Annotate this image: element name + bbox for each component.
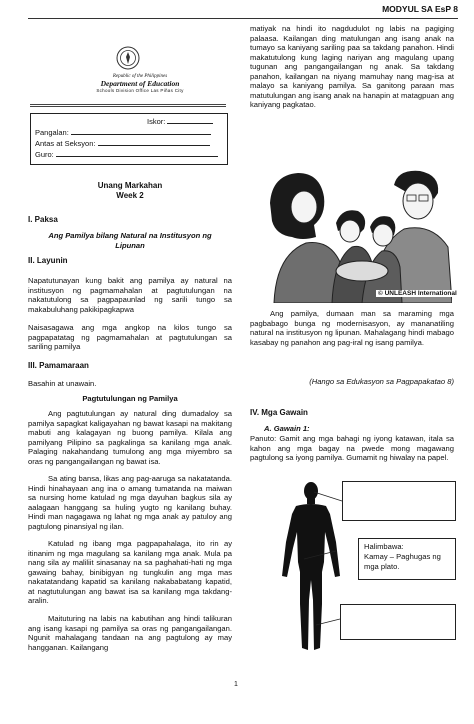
- paksa-heading: I. Paksa: [28, 215, 58, 224]
- iskor-input[interactable]: [167, 116, 213, 124]
- deped-seal-icon: [116, 46, 140, 70]
- reading-paragraph-4: Maituturing na labis na kabutihan ang hindi talikuran ang isang kasapi ng pamilya sa oras ng pangangailangan. Ngunit mahalagang tandaan na ang pagtulong ay may hangganan. Kailangang: [28, 614, 232, 652]
- answer-box-1[interactable]: [342, 481, 456, 521]
- reading-paragraph-3: Katulad ng ibang mga pagpapahalaga, ito rin ay itinanim ng mga magulang sa kanilang mga anak. Mula pa nang sila ay maliliit sinasanay na sa paghahati-hati ng mga gawaing bahay, binibigyan ng tungkulin ang mga mas nakatatandang kapatid sa kanilang nakababatang kapatid, at nagtutulungan ang bawat isa sa kanilang mga takdang-aralin.: [28, 539, 232, 606]
- paksa-topic: Ang Pamilya bilang Natural na Institusyon ng Lipunan: [48, 231, 212, 250]
- reading-instruction: Basahin at unawain.: [28, 379, 97, 388]
- layunin-paragraph-1: Napatutunayan kung bakit ang pamilya ay natural na institusyon ng pagmamahalan at pagtutulungan na nakatutulong sa pagpapaunlad ng sarili tungo sa makabuluhang pakikipagkapwa: [28, 276, 232, 314]
- guro-field[interactable]: [35, 149, 218, 159]
- source-citation: (Hango sa Edukasyon sa Pagpapakatao 8): [309, 377, 454, 386]
- deped-heading: [60, 74, 220, 94]
- header-rule: [28, 18, 458, 19]
- reading-paragraph-5: matiyak na hindi ito nagdudulot ng labis na pagiging palaasa. Kailangan ding matulungan ang isang anak na tumayo sa kaniyang sariling paa sa takdang panahon. Hindi makatutulong kung laging nariyan ang magulang upang tugunan ang pangangailangan ng anak. Sa takdang panahon, kailangan na niyang mamuhay nang mag-isa at malayo sa kaniyang pamilya. Sa ganitong paraan mas matutulungan ang isang anak na hanapin at matagpuan ang kaniyang pagkatao.: [250, 24, 454, 110]
- divider: [30, 104, 226, 105]
- gawain-instructions: Panuto: Gamit ang mga bahagi ng iyong katawan, itala sa kahon ang mga bagay na pwede mong magawang pagtulong sa iyong pamilya. Gumamit ng hiwalay na papel.: [250, 434, 454, 463]
- answer-box-example: [358, 538, 456, 580]
- human-body-figure: [276, 480, 346, 660]
- guro-input[interactable]: [56, 149, 218, 157]
- reading-paragraph-2: Sa ating bansa, likas ang pag-aaruga sa nakatatanda. Hindi hinahayaan ang ina o amang tumatanda na maiwan sa nursing home katulad ng mga dayuhan bagkus sila ay aalagaan hanggang sa huling yugto ng kanilang buhay. Hindi man nagagawa ng lahat ng mga anak ay patuloy ang pagtulong pinansiyal ng ilan.: [28, 474, 232, 531]
- pangalan-label: Pangalan:: [35, 128, 69, 137]
- iskor-field[interactable]: [147, 116, 213, 126]
- division-line: Schools Division Office Las Piñas City: [96, 88, 184, 94]
- pamamaraan-heading: III. Pamamaraan: [28, 361, 89, 370]
- example-text: Kamay – Paghugas ng mga plato.: [364, 552, 441, 571]
- family-illustration: [262, 163, 452, 303]
- republic-line: Republic of the Philippines: [112, 74, 168, 79]
- answer-box-2[interactable]: [340, 604, 456, 640]
- antas-label: Antas at Seksyon:: [35, 139, 96, 148]
- divider: [30, 106, 226, 107]
- layunin-paragraph-2: Naisasagawa ang mga angkop na kilos tungo sa pagpapatatag ng pagmamahalan at pagtutulungan sa sariling pamilya: [28, 323, 232, 352]
- reading-paragraph-6: Ang pamilya, dumaan man sa maraming mga pagbabago bunga ng modernisasyon, ay mananatiling natural na institusyon ng lipunan. Mahalagang hindi mabago kasabay ng panahon ang pag-iral ng isang pamilya.: [250, 309, 454, 347]
- gawain-1-label: A. Gawain 1:: [264, 424, 310, 433]
- reading-paragraph-1: Ang pagtutulungan ay natural ding dumadaloy sa pamilya sapagkat kaligayahan ng bawat kasapi na makitang mabuti ang kalagayan ng buong pamilya. Kilala ang pamilyang Pilipino sa pagkalinga sa kanilang mga anak. Palaging nakahandang tumulong ang mga miyembro sa oras ng pangangailangan ng bawat isa.: [28, 409, 232, 466]
- week-title: Week 2: [116, 191, 144, 200]
- department-line: Department of Education: [100, 78, 180, 88]
- reading-title: Pagtutulungan ng Pamilya: [82, 394, 178, 403]
- student-info-box: [30, 113, 228, 165]
- gawain-heading: IV. Mga Gawain: [250, 408, 308, 417]
- image-credit: © UNLEASH International: [378, 290, 457, 297]
- pangalan-field[interactable]: [35, 127, 211, 137]
- page-number: 1: [234, 681, 238, 688]
- layunin-heading: II. Layunin: [28, 256, 68, 265]
- antas-field[interactable]: [35, 138, 210, 148]
- pangalan-input[interactable]: [71, 127, 211, 135]
- guro-label: Guro:: [35, 150, 54, 159]
- iskor-label: Iskor:: [147, 117, 166, 126]
- antas-input[interactable]: [98, 138, 210, 146]
- example-label: Halimbawa:: [364, 542, 404, 551]
- quarter-title: Unang Markahan: [97, 181, 163, 190]
- module-title: MODYUL SA EsP 8: [382, 4, 458, 14]
